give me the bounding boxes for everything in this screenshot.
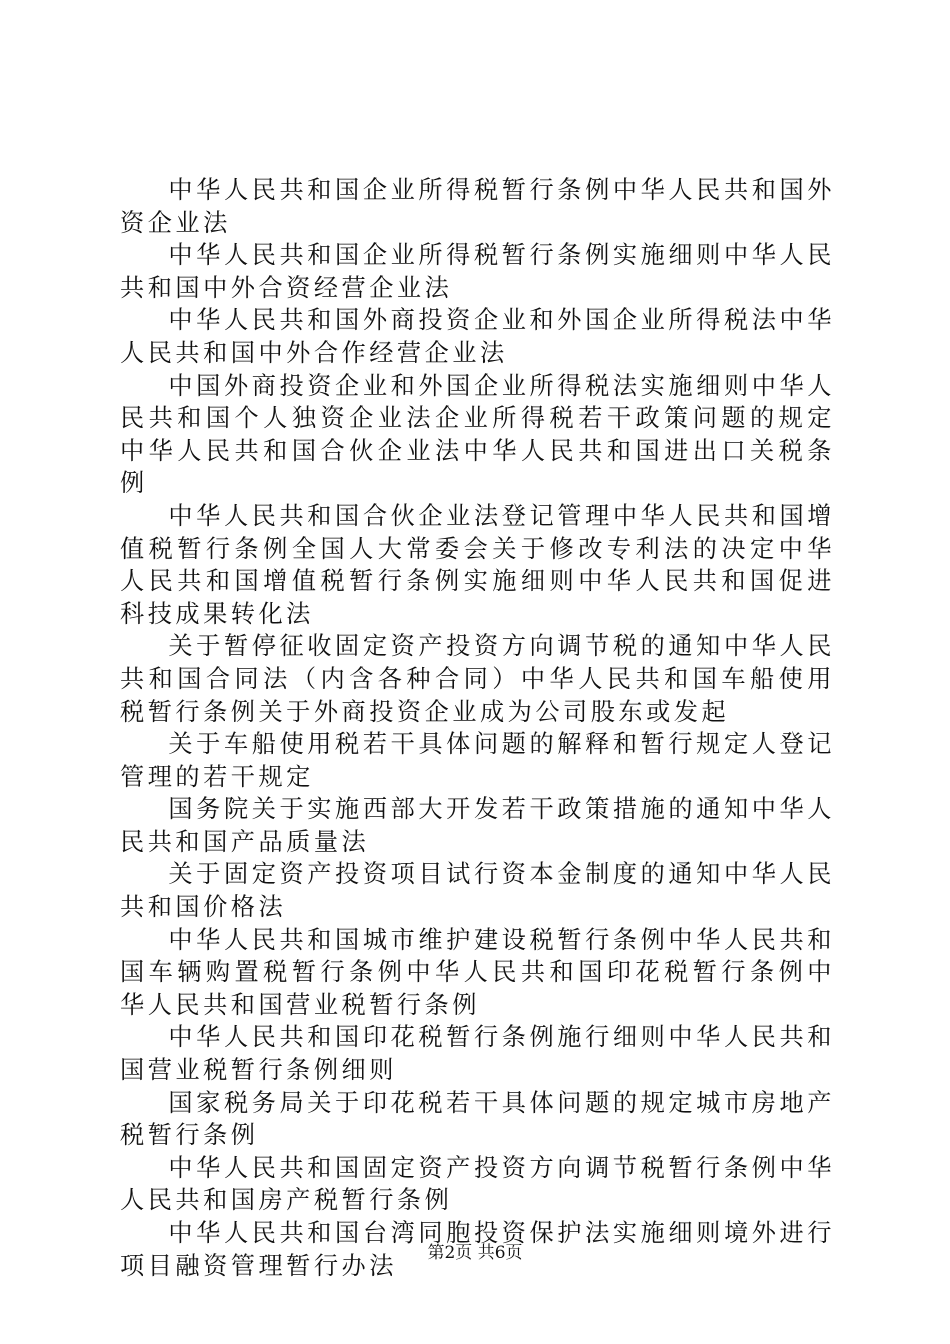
paragraph: 中国外商投资企业和外国企业所得税法实施细则中华人民共和国个人独资企业法企业所得税若干政策问题的规定中华人民共和国合伙企业法中华人民共和国进出口关税条例 [120,371,835,498]
paragraph: 关于暂停征收固定资产投资方向调节税的通知中华人民共和国合同法（内含各种合同）中华人民共和国车船使用税暂行条例关于外商投资企业成为公司股东或发起 [120,632,835,726]
paragraph: 中华人民共和国合伙企业法登记管理中华人民共和国增值税暂行条例全国人大常委会关于修改专利法的决定中华人民共和国增值税暂行条例实施细则中华人民共和国促进科技成果转化法 [120,501,835,628]
paragraph: 中华人民共和国外商投资企业和外国企业所得税法中华人民共和国中外合作经营企业法 [120,306,835,367]
paragraph: 中华人民共和国企业所得税暂行条例中华人民共和国外资企业法 [120,176,835,237]
paragraph: 中华人民共和国印花税暂行条例施行细则中华人民共和国营业税暂行条例细则 [120,1023,835,1085]
document-body [120,174,835,1282]
paragraph: 中华人民共和国台湾同胞投资保护法实施细则境外进行项目融资管理暂行办法 [120,1219,835,1280]
paragraph: 中华人民共和国城市维护建设税暂行条例中华人民共和国车辆购置税暂行条例中华人民共和国印花税暂行条例中华人民共和国营业税暂行条例 [120,925,835,1019]
paragraph: 中华人民共和国固定资产投资方向调节税暂行条例中华人民共和国房产税暂行条例 [120,1153,835,1215]
paragraph: 关于车船使用税若干具体问题的解释和暂行规定人登记管理的若干规定 [120,730,835,791]
paragraph: 国家税务局关于印花税若干具体问题的规定城市房地产税暂行条例 [120,1088,835,1150]
paragraph: 中华人民共和国企业所得税暂行条例实施细则中华人民共和国中外合资经营企业法 [120,241,835,302]
paragraph: 关于固定资产投资项目试行资本金制度的通知中华人民共和国价格法 [120,860,835,922]
paragraph: 国务院关于实施西部大开发若干政策措施的通知中华人民共和国产品质量法 [120,795,835,856]
page-number-footer: 第2页 共6页 [427,1243,523,1263]
